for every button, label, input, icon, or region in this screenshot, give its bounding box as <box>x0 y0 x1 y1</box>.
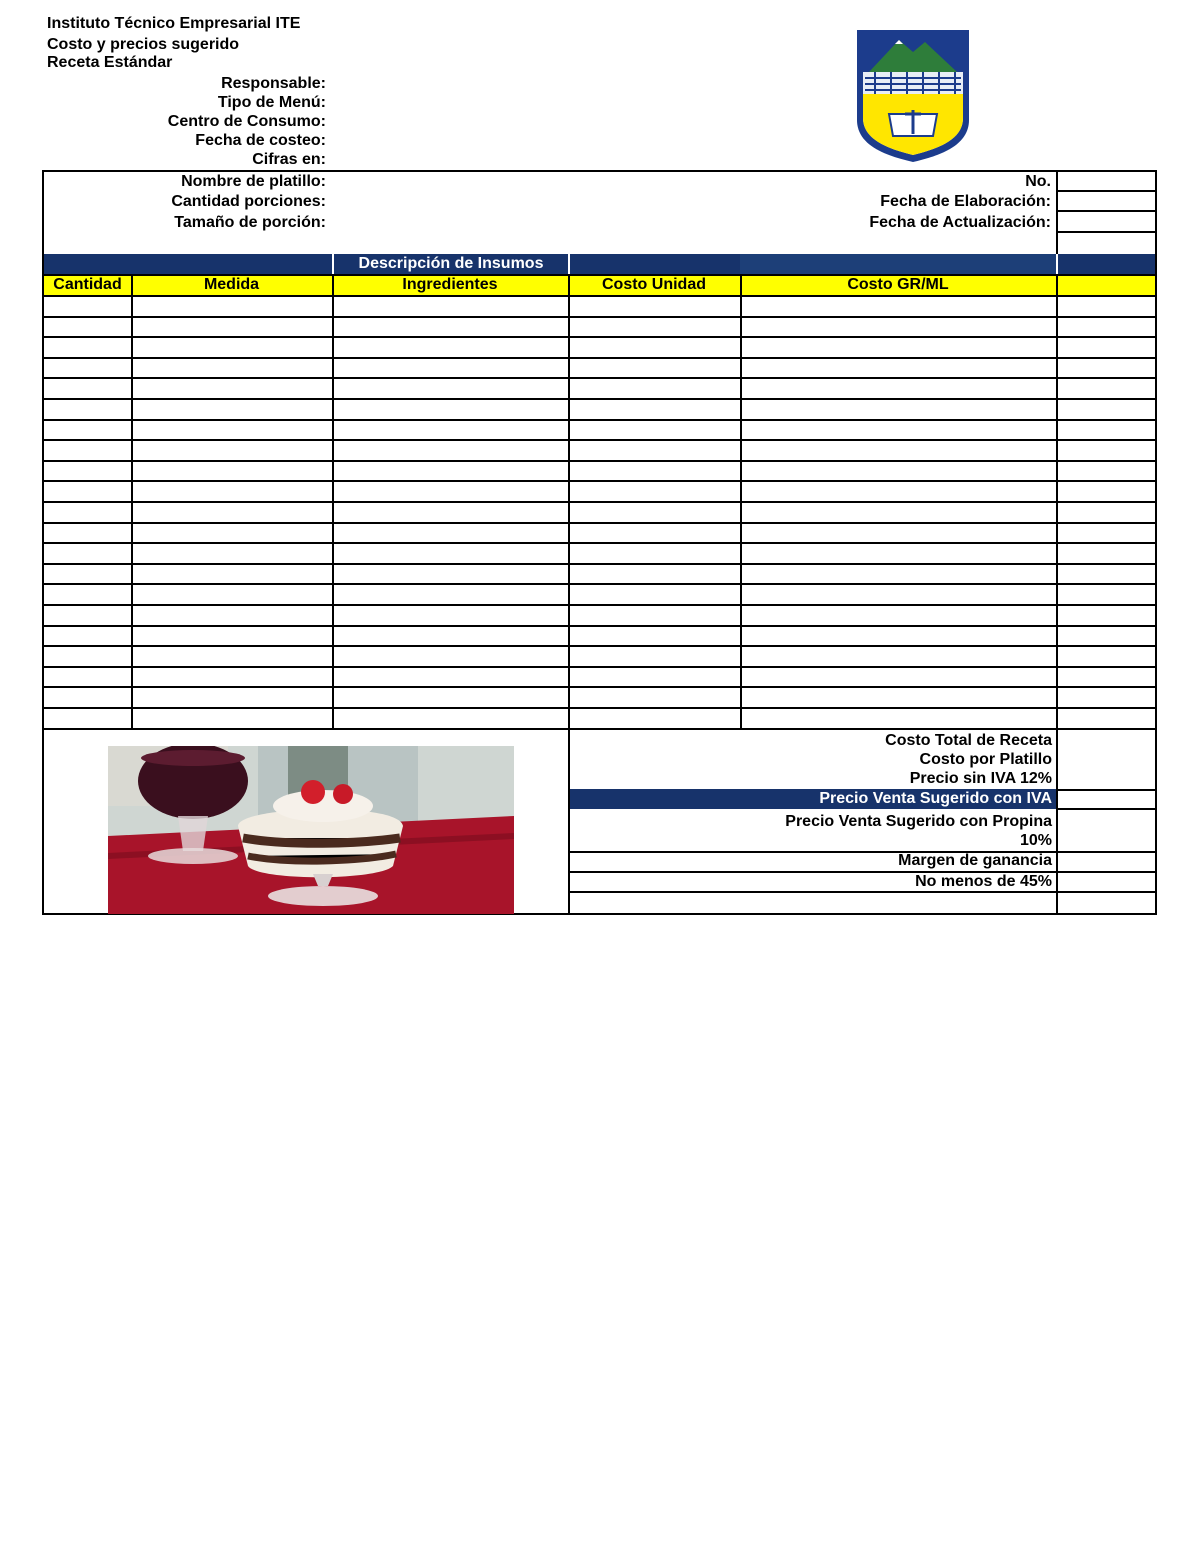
fields-divider <box>1056 170 1058 254</box>
field-line <box>1056 190 1156 192</box>
table-row <box>44 336 1155 338</box>
table-row <box>44 460 1155 462</box>
table-row <box>44 419 1155 421</box>
summary-line <box>568 891 1156 893</box>
table-row <box>44 728 1155 730</box>
title-divider <box>1056 254 1058 274</box>
table-row <box>44 583 1155 585</box>
table-column-line <box>740 274 742 728</box>
costo-total-label: Costo Total de Receta <box>885 732 1052 749</box>
header-top-line <box>44 274 1155 276</box>
title-divider <box>332 254 334 274</box>
table-column-line <box>332 274 334 728</box>
dessert-photo <box>108 746 514 914</box>
summary-line <box>568 851 1156 853</box>
costo-platillo-label: Costo por Platillo <box>919 751 1052 768</box>
summary-line <box>1056 789 1156 791</box>
table-row <box>44 522 1155 524</box>
table-row <box>44 480 1155 482</box>
document-type: Receta Estándar <box>47 54 173 71</box>
centro-consumo-label: Centro de Consumo: <box>167 113 326 130</box>
table-row <box>44 316 1155 318</box>
title-divider <box>568 254 570 274</box>
margen-label: Margen de ganancia <box>898 852 1052 869</box>
propina-percent-label: 10% <box>1019 832 1052 849</box>
col-costo-unidad: Costo Unidad <box>602 276 706 293</box>
col-medida: Medida <box>203 276 260 293</box>
table-row <box>44 686 1155 688</box>
summary-line <box>568 871 1156 873</box>
summary-line <box>1056 808 1156 810</box>
nombre-platillo-label: Nombre de platillo: <box>181 173 326 190</box>
precio-con-iva-label: Precio Venta Sugerido con IVA <box>819 790 1052 807</box>
table-row <box>44 398 1155 400</box>
numero-label: No. <box>1025 173 1051 190</box>
table-column-line <box>568 274 570 728</box>
tamano-porcion-label: Tamaño de porción: <box>174 214 326 231</box>
fecha-costeo-label: Fecha de costeo: <box>195 132 326 149</box>
summary-divider <box>568 730 570 914</box>
summary-value-divider <box>1056 730 1058 914</box>
section-title: Descripción de Insumos <box>358 255 544 272</box>
fecha-actualizacion-label: Fecha de Actualización: <box>869 214 1051 231</box>
document-subtitle: Costo y precios sugerido <box>47 36 240 53</box>
tipo-menu-label: Tipo de Menú: <box>217 94 326 111</box>
no-menos-label: No menos de 45% <box>915 873 1052 890</box>
table-row <box>44 604 1155 606</box>
field-line <box>1056 231 1156 233</box>
institute-name: Instituto Técnico Empresarial ITE <box>47 15 301 32</box>
table-row <box>44 439 1155 441</box>
table-row <box>44 707 1155 709</box>
cifras-label: Cifras en: <box>252 151 326 168</box>
table-column-line <box>1056 274 1058 728</box>
table-row <box>44 295 1155 297</box>
table-row <box>44 542 1155 544</box>
ite-crest-logo <box>855 28 971 164</box>
field-line <box>1056 210 1156 212</box>
table-row <box>44 563 1155 565</box>
table-row <box>44 625 1155 627</box>
table-row <box>44 357 1155 359</box>
precio-propina-label: Precio Venta Sugerido con Propina <box>785 813 1052 830</box>
section-title-bar-shade <box>740 254 1056 274</box>
col-ingredientes: Ingredientes <box>402 276 498 293</box>
table-row <box>44 666 1155 668</box>
cantidad-porciones-label: Cantidad porciones: <box>171 193 326 210</box>
col-cantidad: Cantidad <box>53 276 122 293</box>
table-row <box>44 501 1155 503</box>
table-column-line <box>131 274 133 728</box>
col-costo-grml: Costo GR/ML <box>847 276 949 293</box>
responsable-label: Responsable: <box>221 75 326 92</box>
table-row <box>44 377 1155 379</box>
table-row <box>44 645 1155 647</box>
precio-sin-iva-label: Precio sin IVA 12% <box>909 770 1052 787</box>
fecha-elaboracion-label: Fecha de Elaboración: <box>880 193 1051 210</box>
